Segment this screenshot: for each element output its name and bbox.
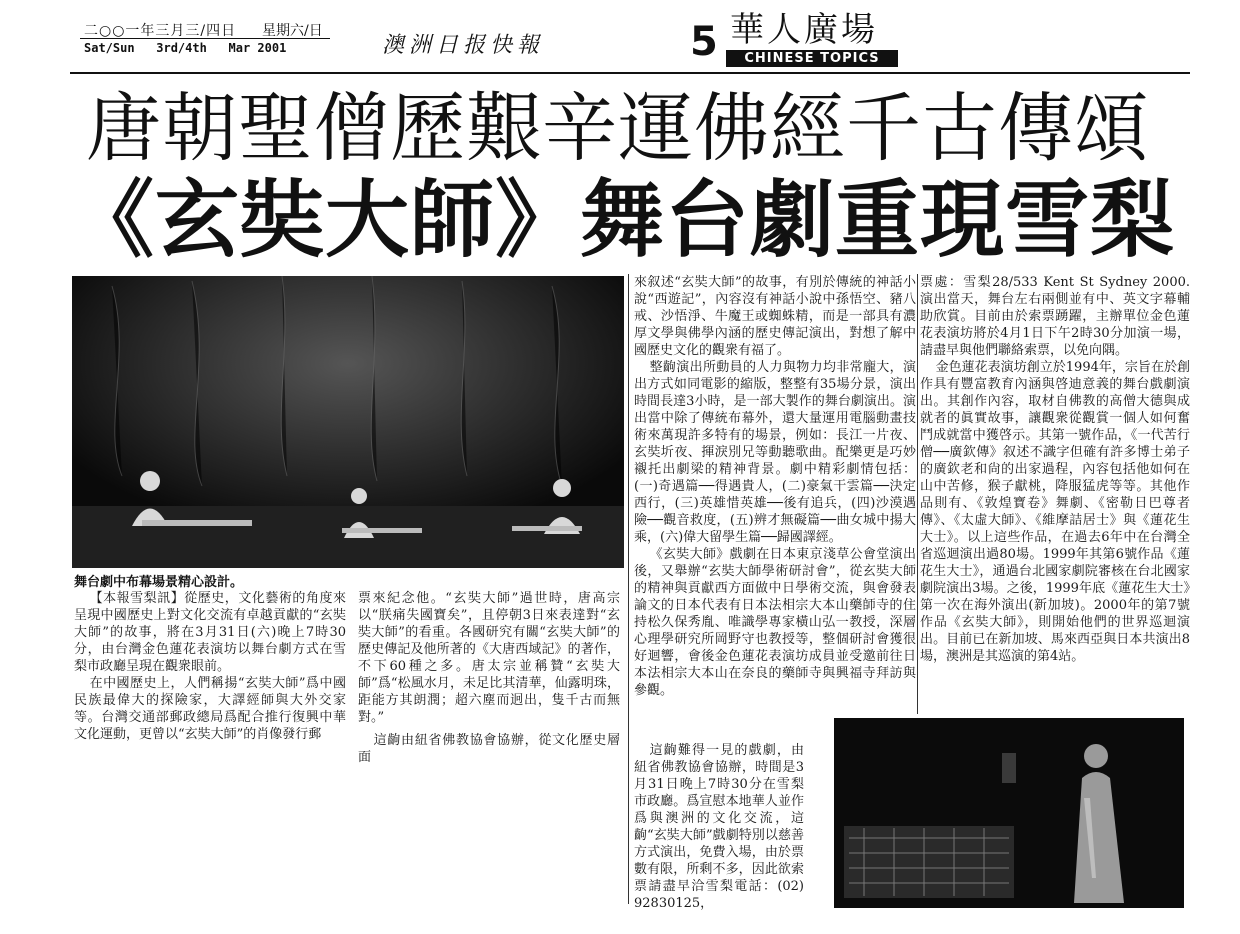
stage-photo [72, 276, 624, 568]
page-number: 5 [690, 19, 718, 65]
paragraph: 這齣由紐省佛教協會協辦，從文化歷史層面 [358, 733, 620, 765]
article-column-2 [358, 590, 620, 766]
photo-caption: 舞台劇中布幕場景精心設計。 [74, 575, 244, 590]
issue-weekday: 星期六/日 [262, 23, 323, 39]
paragraph: 票處：雪梨28/533 Kent St Sydney 2000. 演出當天，舞台左右兩側並有中、英文字幕輔助欣賞。目前由於索票踴躍，主辦單位金色蓮花表演坊將於4月1日下午2時30分加演一場，請盡早與他們聯絡索票，以免向隅。 [920, 275, 1190, 358]
paragraph: 這齣難得一見的戲劇，由紐省佛教協會協辦，時間是3月31日晚上7時30分在雪梨市政廳。爲宣慰本地華人並作爲與澳洲的文化交流，這齣“玄奘大師”戲劇特別以慈善方式演出，免費入場，由於票數有限，所剩不多，因此欲索票請盡早洽雪梨電話：(02) 92830125， [634, 743, 804, 911]
performer-scene-illustration [834, 718, 1184, 908]
headline-main: 唐朝聖僧歷艱辛運佛經千古傳頌 [86, 84, 1151, 172]
paragraph: 票來紀念他。“玄奘大師”過世時，唐高宗以“朕痛失國寶矣”，且停朝3日來表達對“玄奘大師”的看重。各國研究有關“玄奘大師”的歷史傳記及他所著的《大唐西域記》的著作，不下60種之多。唐太宗並稱贊“玄奘大師”爲“松風水月，未足比其清華，仙露明珠，距能方其朗潤；超六塵而迥出，隻千古而無對。” [358, 591, 620, 725]
paragraph: 在中國歷史上，人們稱揚“玄奘大師”爲中國民族最偉大的探險家，大譯經師與大外交家等。台灣交通部郵政總局爲配合推行復興中華文化運動，更曾以“玄奘大師”的肖像發行郵 [74, 676, 346, 742]
column-divider [917, 274, 918, 714]
paragraph: 金色蓮花表演坊創立於1994年，宗旨在於創作具有豐富教育內涵與啓迪意義的舞台戲劇演出。其創作內容，取材自佛教的高僧大德與成就者的眞實故事，讓觀衆從觀賞一個人如何奮鬥成就當中獲啓示。其第一號作品，《一代苦行僧──廣欽傳》叙述不識字但確有許多博士弟子的廣欽老和尙的出家過程，內容包括他如何在山中苦修，猴子獻桃，降服猛虎等等。其他作品則有、《敦煌寶卷》舞劇、《密勒日巴尊者傳》、《太虛大師》、《維摩詰居士》與《蓮花生大士》。以上這些作品，在過去6年中在台灣全省巡迴演出過80場。1999年其第6號作品《蓮花生大士》，通過台北國家劇院審核在台北國家劇院演出3場。之後，1999年底《蓮花生大士》第一次在海外演出(新加坡)。2000年的第7號作品《玄奘大師》，則開始他們的世界巡迴演出。目前已在新加坡、馬來西亞與日本共演出8場，澳洲是其巡演的第4站。 [920, 360, 1190, 664]
performer-photo [834, 718, 1184, 908]
paragraph: 整齣演出所動員的人力與物力均非常龐大，演出方式如同電影的縮版，整整有35場分景，演出時間長達3小時，是一部大製作的舞台劇演出。演出當中除了傳統布幕外，還大量運用電腦動畫技術來萬現許多特有的場景，例如：長江一片夜、玄奘圻夜、揮淚別兄等動聽歌曲。配樂更是巧妙襯托出劇梁的精神背景。劇中精彩劇情包括：(一)奇遇篇──得遇貴人，(二)豪氣干雲篇──決定西行，(三)英雄惜英雄──後有追兵，(四)沙漠遇險──觀音救度，(五)辨才無礙篇──曲女城中揚大乘，(六)偉大留學生篇──歸國譯經。 [634, 360, 916, 545]
masthead-rule [70, 72, 1190, 74]
issue-date-english: Sat/Sun 3rd/4th Mar 2001 [84, 41, 287, 55]
article-column-4 [920, 274, 1190, 665]
article-column-1 [74, 590, 346, 743]
paragraph: 來叙述“玄奘大師”的故事，有別於傳統的神話小說“西遊記”，內容沒有神話小說中孫悟空、豬八戒、沙悟淨、牛魔王或蜘蛛精，而是一部具有濃厚文學與佛學內涵的歷史傳記演出，對想了解中國歷史文化的觀衆有福了。 [634, 275, 916, 358]
article-column-5 [634, 742, 804, 912]
section-title: 華人廣場 [730, 10, 878, 50]
column-divider [628, 274, 629, 904]
article-column-3 [634, 274, 916, 699]
issue-date-chinese: 二○○一年三月三/四日 [84, 23, 237, 39]
publication-name: 澳洲日报快報 [382, 33, 545, 58]
stage-scene-illustration [72, 276, 624, 568]
paragraph: 【本報雪梨訊】從歷史，文化藝術的角度來呈現中國歷史上對文化交流有卓越貢獻的“玄奘大師”的故事，將在3月31日(六)晚上7時30分，由台灣金色蓮花表演坊以舞台劇方式在雪梨市政廳呈現在觀衆眼前。 [74, 591, 346, 674]
headline-sub: 《玄奘大師》舞台劇重現雪梨 [70, 171, 1176, 269]
paragraph: 《玄奘大師》戲劇在日本東京淺草公會堂演出後，又舉辦“玄奘大師學術研討會”，從玄奘大師的精神與貢獻西方面做中日學術交流，與會發表論文的日本代表有日本法相宗大本山藥師寺的住持松久保秀胤、唯識學專家橫山弘一教授，深層心理學研究所岡野守也教授等，整個研討會獲很好迴響，會後金色蓮花表演坊成員並受邀前往日本法相宗大本山在奈良的藥師寺與興福寺拜訪與參觀。 [634, 547, 916, 698]
section-banner-english: CHINESE TOPICS [726, 50, 898, 67]
header-rule [80, 38, 330, 39]
